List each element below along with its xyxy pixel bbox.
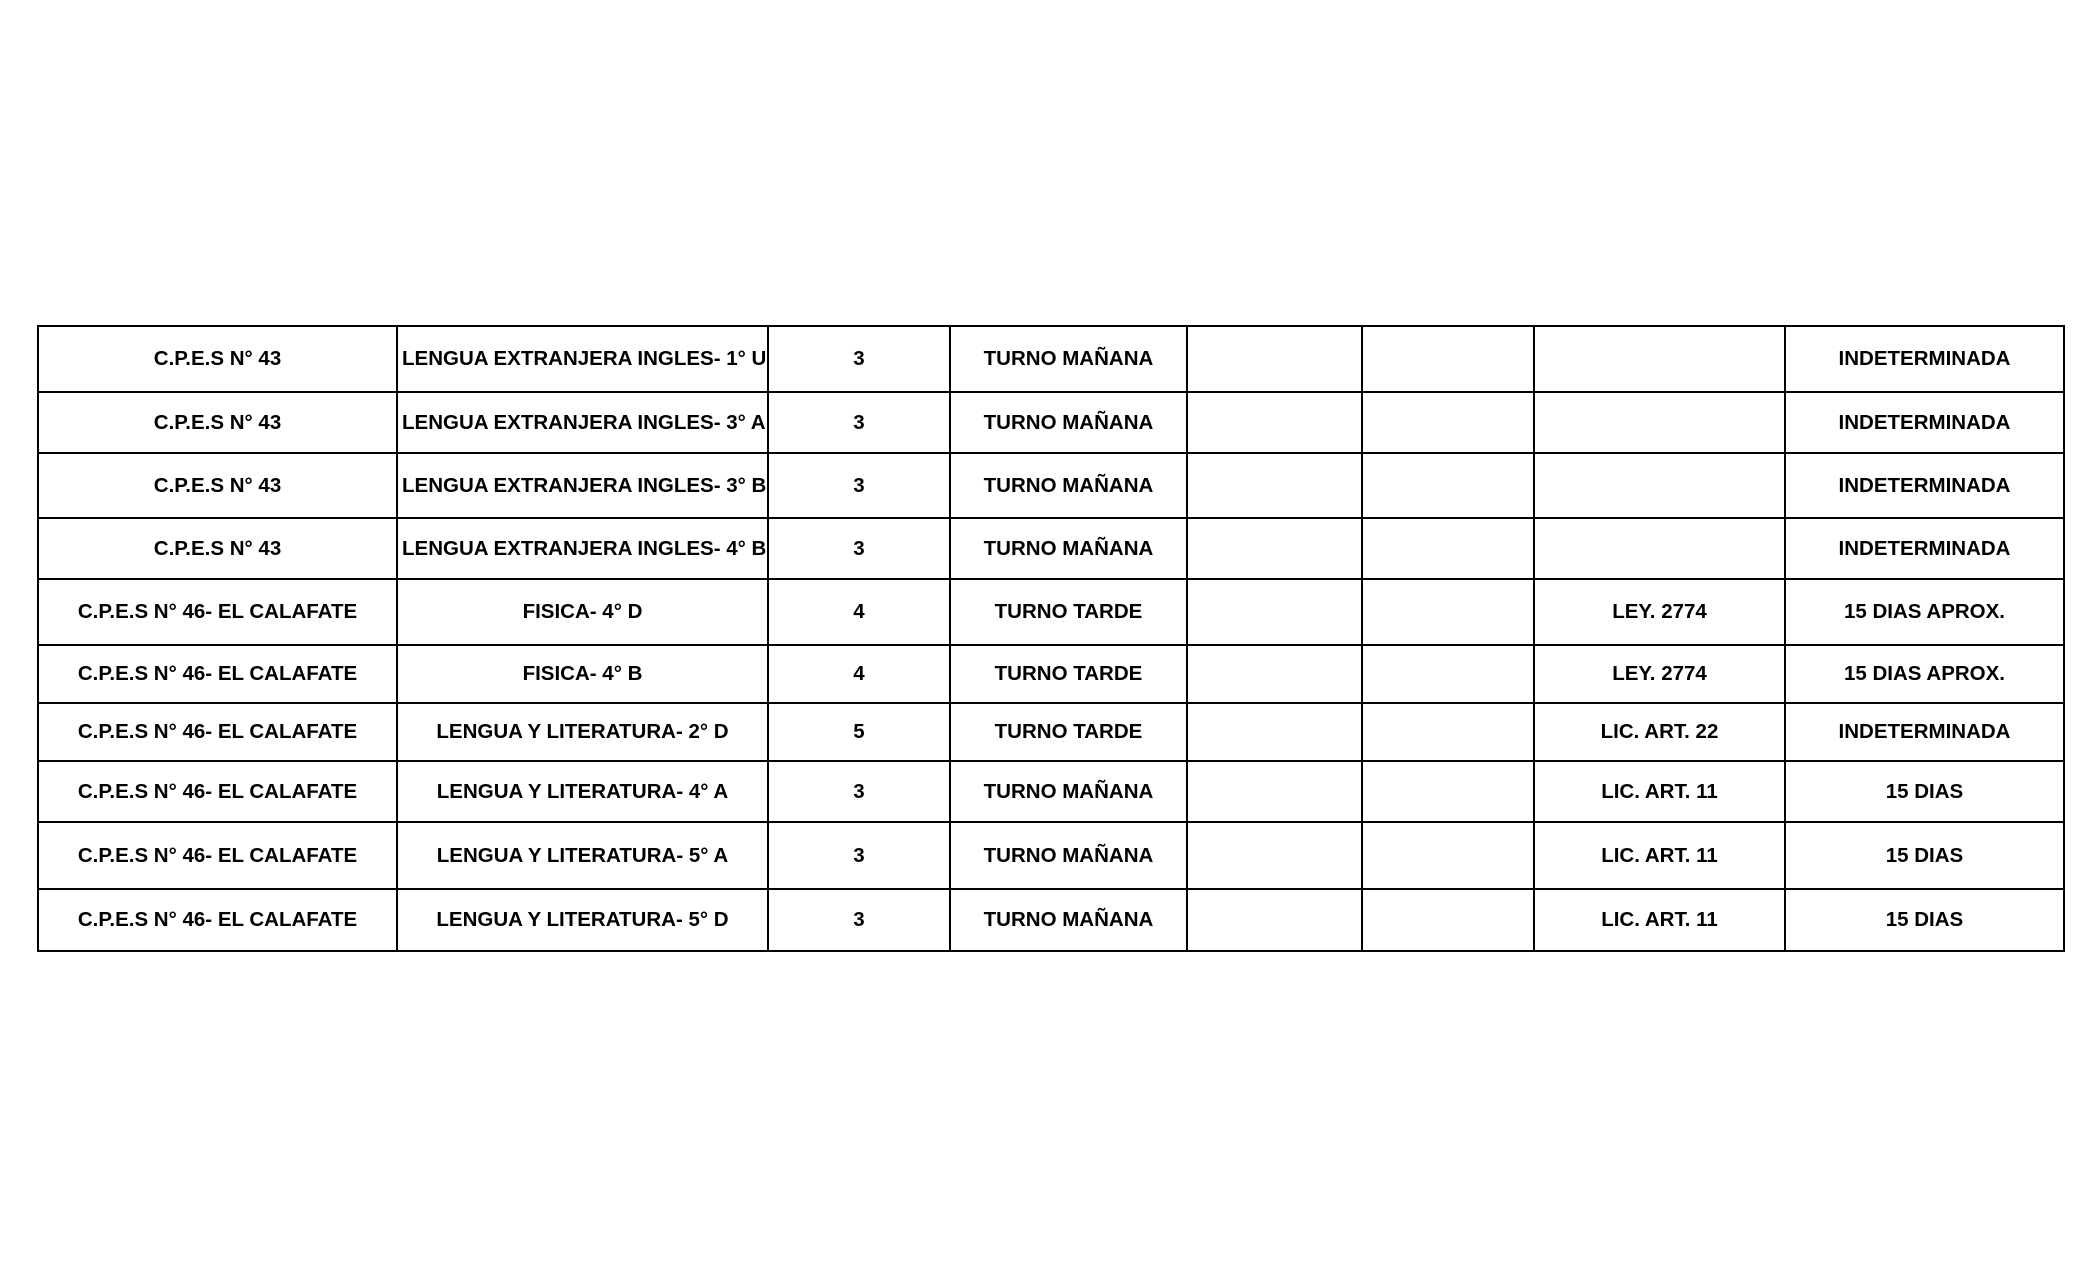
cell-shift: TURNO MAÑANA [950,822,1187,889]
cell-hours: 3 [768,822,950,889]
cell-subject: FISICA- 4° D [397,579,768,645]
cell-subject: LENGUA EXTRANJERA INGLES- 4° B [397,518,768,579]
cell-school: C.P.E.S N° 43 [38,453,397,518]
cell-duration: INDETERMINADA [1785,518,2064,579]
cell-reason: LIC. ART. 11 [1534,822,1785,889]
cell-duration: INDETERMINADA [1785,703,2064,761]
table-row [38,518,2064,579]
cell-hours: 3 [768,889,950,951]
cell-school: C.P.E.S N° 46- EL CALAFATE [38,889,397,951]
cell-shift: TURNO MAÑANA [950,326,1187,392]
cell-subject: LENGUA EXTRANJERA INGLES- 1° U [397,326,768,392]
cell-hours: 5 [768,703,950,761]
cell-school: C.P.E.S N° 46- EL CALAFATE [38,822,397,889]
cell-blank-a [1187,822,1362,889]
cell-hours: 4 [768,579,950,645]
cell-reason: LIC. ART. 22 [1534,703,1785,761]
cell-blank-b [1362,392,1534,453]
cell-school: C.P.E.S N° 43 [38,518,397,579]
cell-duration: 15 DIAS APROX. [1785,579,2064,645]
cell-school: C.P.E.S N° 46- EL CALAFATE [38,703,397,761]
table-row [38,761,2064,822]
cell-shift: TURNO MAÑANA [950,889,1187,951]
cell-blank-a [1187,579,1362,645]
cell-reason [1534,453,1785,518]
cell-blank-a [1187,392,1362,453]
cell-blank-b [1362,326,1534,392]
table-row [38,579,2064,645]
cell-subject: LENGUA Y LITERATURA- 4° A [397,761,768,822]
cell-blank-a [1187,518,1362,579]
cell-blank-b [1362,518,1534,579]
table-row [38,822,2064,889]
table-row [38,889,2064,951]
cell-blank-b [1362,703,1534,761]
cell-reason [1534,518,1785,579]
cell-school: C.P.E.S N° 43 [38,326,397,392]
cell-duration: INDETERMINADA [1785,326,2064,392]
cell-duration: INDETERMINADA [1785,453,2064,518]
cell-shift: TURNO MAÑANA [950,453,1187,518]
cell-shift: TURNO MAÑANA [950,392,1187,453]
cell-hours: 3 [768,326,950,392]
cell-school: C.P.E.S N° 46- EL CALAFATE [38,761,397,822]
cell-shift: TURNO TARDE [950,703,1187,761]
cell-blank-b [1362,645,1534,703]
cell-blank-a [1187,761,1362,822]
cell-duration: 15 DIAS [1785,889,2064,951]
cell-duration: 15 DIAS [1785,761,2064,822]
cell-blank-b [1362,453,1534,518]
cell-blank-b [1362,822,1534,889]
table-row [38,453,2064,518]
cell-hours: 3 [768,453,950,518]
cell-hours: 3 [768,392,950,453]
cell-blank-a [1187,326,1362,392]
cell-school: C.P.E.S N° 46- EL CALAFATE [38,579,397,645]
cell-subject: LENGUA Y LITERATURA- 5° D [397,889,768,951]
cell-blank-a [1187,889,1362,951]
cell-shift: TURNO MAÑANA [950,761,1187,822]
cell-duration: 15 DIAS APROX. [1785,645,2064,703]
table-row [38,703,2064,761]
cell-blank-a [1187,453,1362,518]
cell-shift: TURNO TARDE [950,579,1187,645]
cell-school: C.P.E.S N° 46- EL CALAFATE [38,645,397,703]
table-row [38,392,2064,453]
cell-reason: LEY. 2774 [1534,579,1785,645]
cell-reason: LIC. ART. 11 [1534,761,1785,822]
table-row [38,645,2064,703]
cell-subject: LENGUA Y LITERATURA- 5° A [397,822,768,889]
cell-duration: 15 DIAS [1785,822,2064,889]
cell-subject: LENGUA EXTRANJERA INGLES- 3° A [397,392,768,453]
cell-reason [1534,326,1785,392]
data-table [37,325,2065,952]
cell-blank-b [1362,889,1534,951]
cell-hours: 4 [768,645,950,703]
cell-blank-b [1362,579,1534,645]
cell-subject: FISICA- 4° B [397,645,768,703]
cell-reason: LEY. 2774 [1534,645,1785,703]
cell-hours: 3 [768,761,950,822]
table-row [38,326,2064,392]
cell-blank-b [1362,761,1534,822]
table-body [38,326,2064,951]
cell-hours: 3 [768,518,950,579]
cell-shift: TURNO MAÑANA [950,518,1187,579]
cell-subject: LENGUA Y LITERATURA- 2° D [397,703,768,761]
cell-duration: INDETERMINADA [1785,392,2064,453]
cell-reason: LIC. ART. 11 [1534,889,1785,951]
cell-school: C.P.E.S N° 43 [38,392,397,453]
cell-shift: TURNO TARDE [950,645,1187,703]
cell-reason [1534,392,1785,453]
cell-blank-a [1187,703,1362,761]
cell-blank-a [1187,645,1362,703]
cell-subject: LENGUA EXTRANJERA INGLES- 3° B [397,453,768,518]
